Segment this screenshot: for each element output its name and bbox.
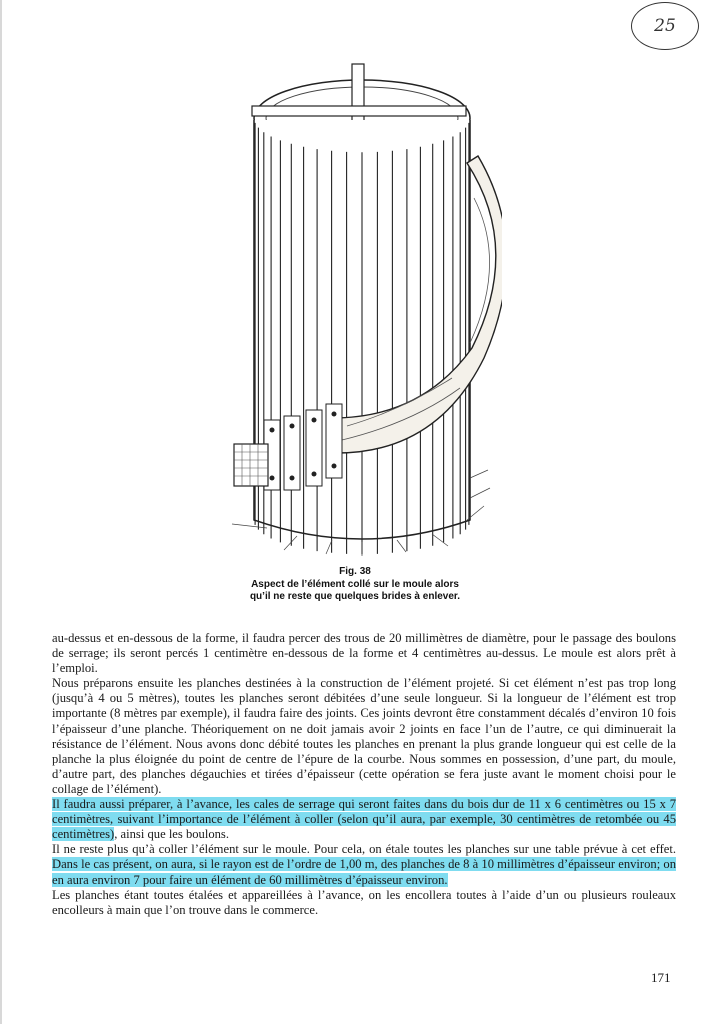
paragraph-5: Les planches étant toutes étalées et appareillées à l’avance, on les encollera toutes à l’aide d’un ou plusieurs rouleaux encolleurs à main que l’on trouve dans le commerce. [52, 887, 676, 917]
top-brace-horizontal [252, 106, 466, 116]
paragraph-4-start: Il ne reste plus qu’à coller l’élément sur le moule. Pour cela, on étale toutes les planches sur une table prévue à cet effet. [52, 842, 676, 857]
handwritten-page-number-text: 25 [654, 16, 676, 36]
page-number: 171 [651, 970, 671, 985]
paragraph-4 [52, 842, 676, 887]
body-text [52, 631, 676, 918]
figure-38-illustration [222, 58, 502, 558]
paragraph-1: au-dessus et en-dessous de la forme, il faudra percer des trous de 20 millimètres de diamètre, pour le passage des boulons de serrage; ils seront percés 1 centimètre en-dessous de la forme et 4 centimètres au-dessus. Le moule est alors prêt à l’emploi. [52, 631, 676, 676]
paragraph-2: Nous préparons ensuite les planches destinées à la construction de l’élément projeté. Si cet élément n’est pas trop long (jusqu’à 4 ou 5 mètres), toutes les planches seront débitées d’une seule longueur. Si la longueur de l’élément est trop importante (8 mètres par exemple), il faudra faire des joints. Ces joints devront être constamment décalés d’environ 10 fois l’épaisseur d’une planche. Théoriquement on ne doit jamais avoir 2 joints en face l’un de l’autre, ce qui diminuerait la résistance de l’élément. Nous avons donc débité toutes les planches en prenant la plus grande longueur qui est celle de la planche la plus éloignée du point de centre de l’épure de la courbe. Nous sommes en possession, d’une part, du moule, d’autre part, des planches dégauchies et tirées d’épaisseur (cette opération se fera juste avant le moment choisi pour le collage de l’élément). [52, 676, 676, 796]
paragraph-3 [52, 797, 676, 842]
highlighted-text-1: Il faudra aussi préparer, à l’avance, les cales de serrage qui seront faites dans du bois dur de 11 x 6 centimètres ou 15 x 7 centimètres, suivant l’importance de l’élément à coller (selon qu’il aura, par exemple, 30 centimètres de retombée ou 45 centimètres) [52, 797, 676, 842]
page-edge [0, 0, 2, 1024]
gridded-plate [234, 444, 268, 486]
caption-line-2: qu’il ne reste que quelques brides à enlever. [249, 591, 461, 603]
caption-line-1: Aspect de l’élément collé sur le moule alors [251, 578, 459, 590]
figure-label: Fig. 38 [339, 566, 371, 577]
paragraph-3-rest: , ainsi que les boulons. [114, 827, 229, 842]
highlighted-text-2: Dans le cas présent, on aura, si le rayon est de l’ordre de 1,00 m, des planches de 8 à 10 millimètres d’épaisseur environ; on en aura environ 7 pour faire un élément de 60 millimètres d’épaisseur environ. [52, 857, 676, 887]
handwritten-page-number [631, 2, 699, 50]
figure-caption [200, 566, 510, 604]
